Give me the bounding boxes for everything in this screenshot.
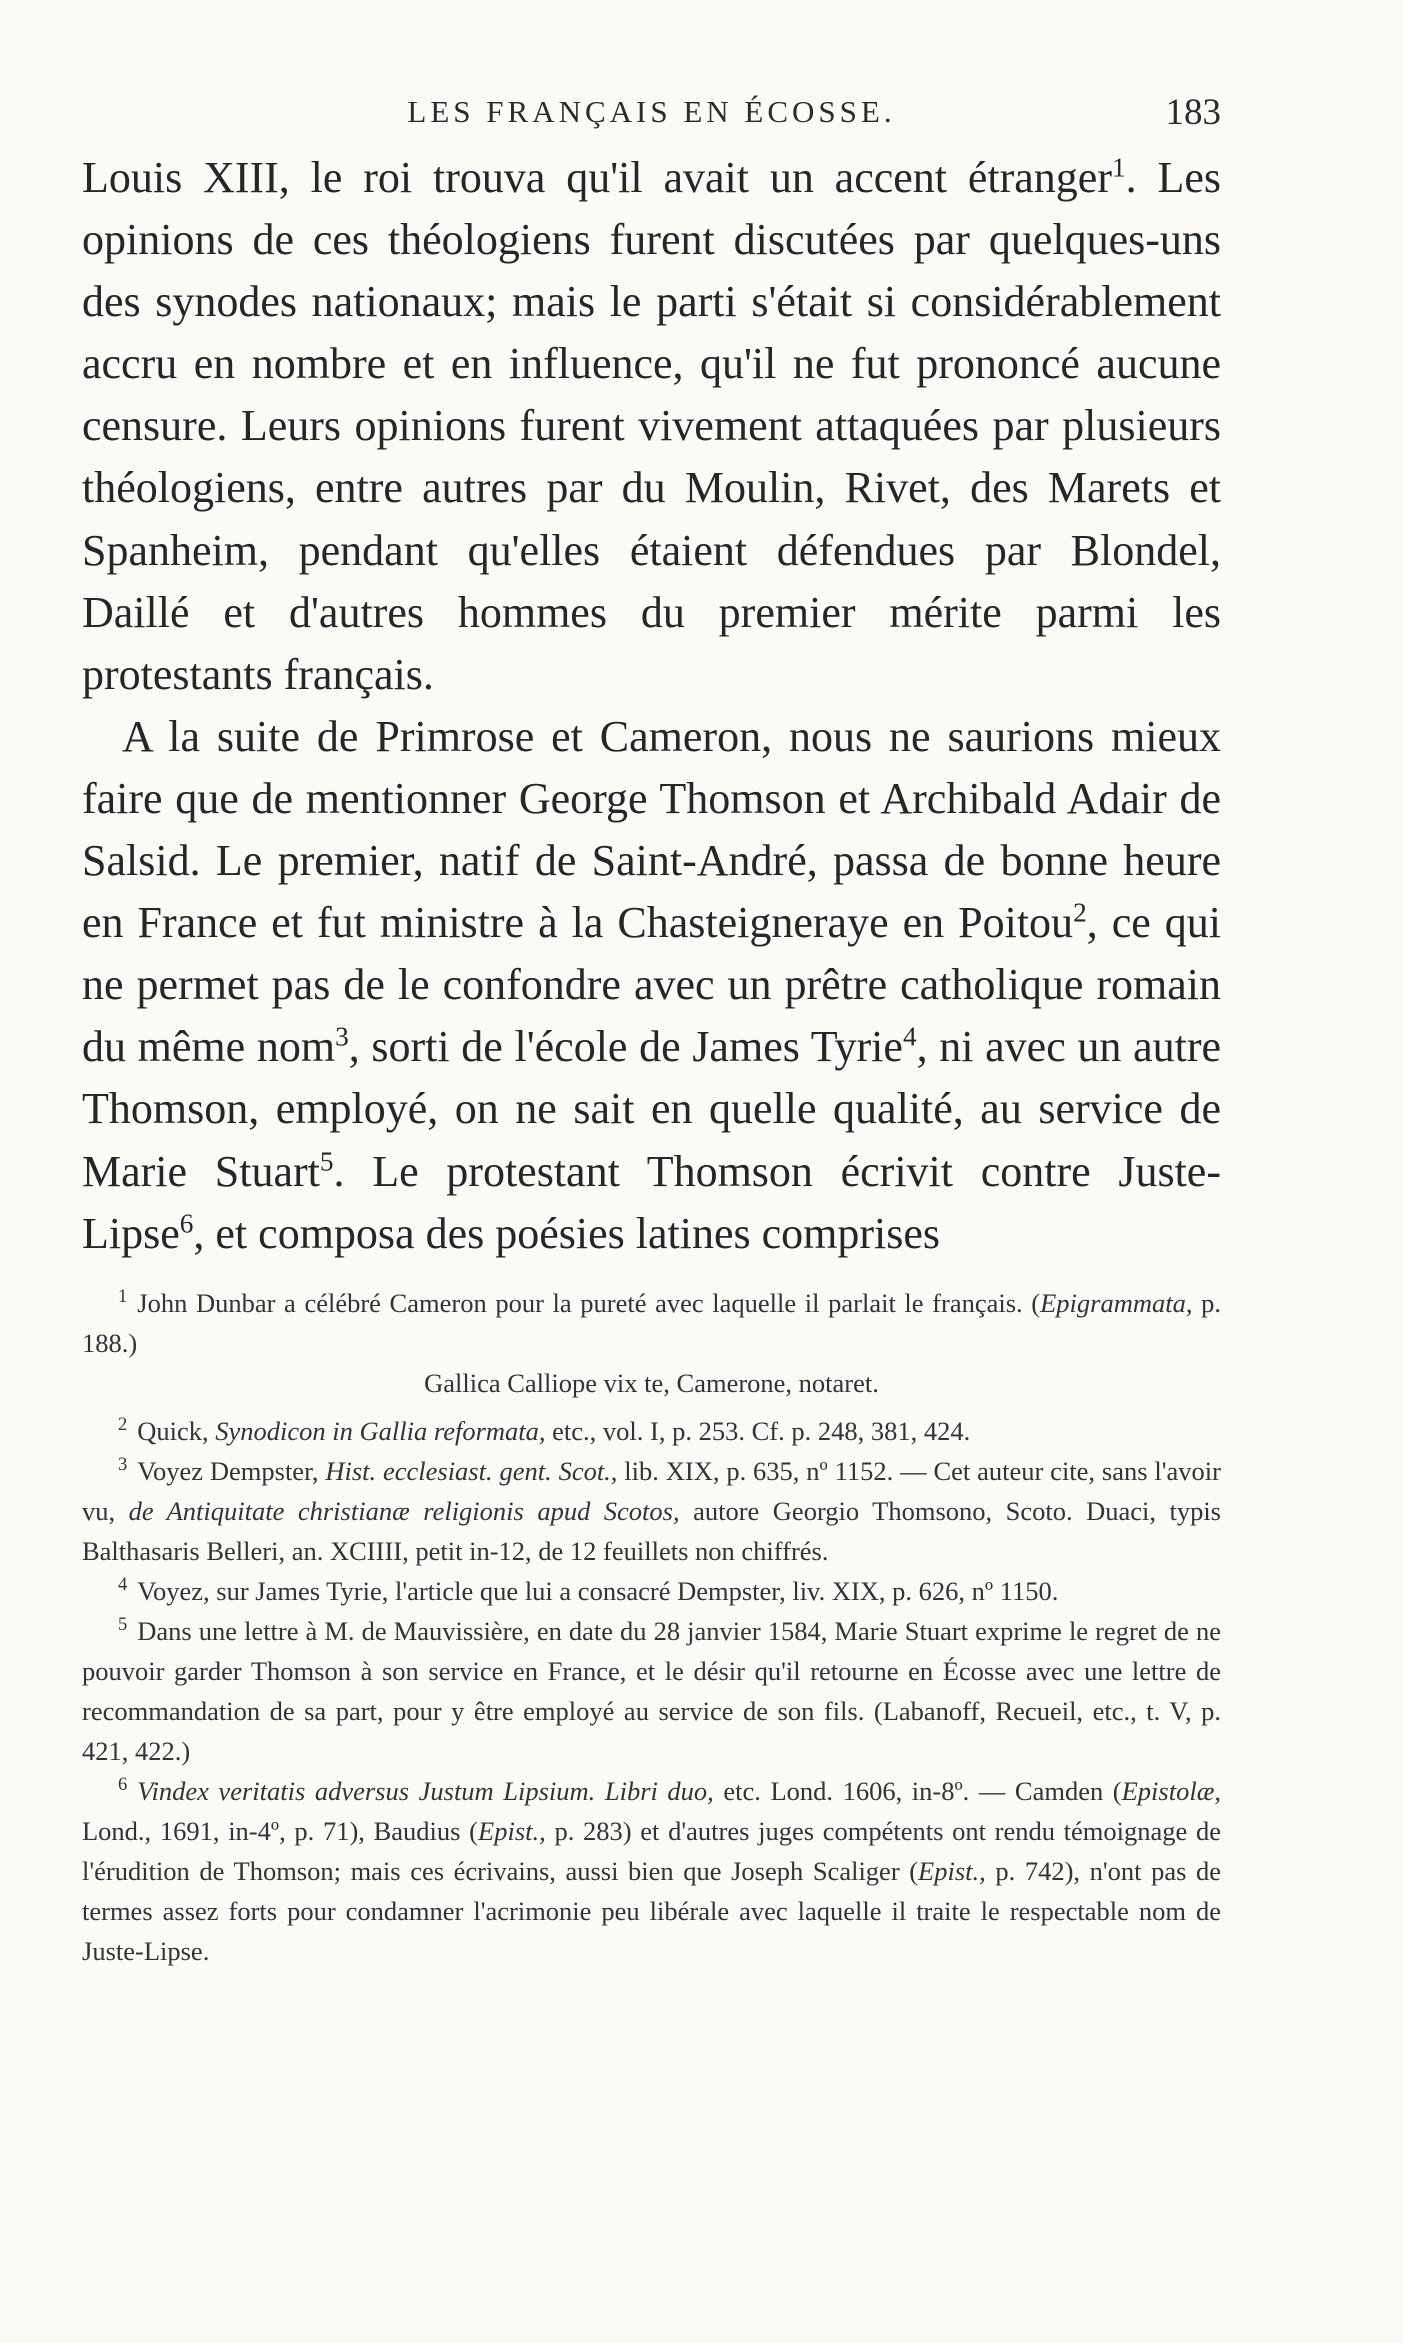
- footnote-2: [82, 1411, 1221, 1451]
- text-run: A la suite de Primrose et Cameron, nous ne saurions mieux faire que de mentionner George Thomson et Archibald Adair de Salsid. Le premier, natif de Saint-André, passa de bonne heure en France et fut ministre à la Chasteigneraye en Poitou: [82, 711, 1221, 948]
- text-run: Quick,: [137, 1416, 216, 1446]
- footnote-ref-6[interactable]: 6: [179, 1207, 194, 1238]
- main-text: [82, 147, 1221, 1265]
- footnote-ref-5[interactable]: 5: [319, 1145, 334, 1176]
- text-run: Voyez, sur James Tyrie, l'article que lui a consacré Dempster, liv. XIX, p. 626, nº 1150.: [137, 1576, 1059, 1606]
- italic-title: Hist. ecclesiast. gent. Scot.,: [325, 1456, 618, 1486]
- footnote-ref-2[interactable]: 2: [1073, 897, 1087, 928]
- paragraph-1: [82, 147, 1221, 706]
- text-run: Dans une lettre à M. de Mauvissière, en date du 28 janvier 1584, Marie Stuart exprime le regret de ne pouvoir garder Thomson à son service en France, et le désir qu'il retourne en Écosse avec une lettre de recommandation de sa part, pour y être employé au service de son fils. (Labanoff, Recueil, etc., t. V, p. 421, 422.): [82, 1616, 1221, 1766]
- footnote-ref-3[interactable]: 3: [335, 1021, 349, 1052]
- text-run: p. 742), n'ont pas de termes assez forts pour condamner l'acrimonie peu libérale avec laquelle il traite le respectable nom de Juste-Lipse.: [82, 1856, 1221, 1966]
- footnote-ref-1[interactable]: 1: [1111, 152, 1126, 183]
- running-title: LES FRANÇAIS EN ÉCOSSE.: [407, 94, 896, 129]
- text-run: , sorti de l'école de James Tyrie: [348, 1022, 903, 1072]
- text-run: Lond., 1691, in-4º, p. 71), Baudius (: [82, 1816, 479, 1846]
- italic-title: Epistolæ,: [1121, 1776, 1221, 1806]
- text-run: p. 188.): [82, 1288, 1222, 1358]
- text-run: Voyez Dempster,: [137, 1456, 326, 1486]
- text-run: lib. XIX, p. 635, nº 1152. — Cet auteur cite, sans l'avoir vu,: [82, 1456, 1221, 1526]
- footnote-3: [82, 1451, 1221, 1571]
- text-run: p. 283) et d'autres juges compétents ont rendu témoignage de l'érudition de Thomson; mais ces écrivains, aussi bien que Joseph Scaliger (: [82, 1816, 1221, 1886]
- text-run: , et composa des poésies latines comprises: [193, 1208, 941, 1258]
- paragraph-2: [82, 706, 1221, 1265]
- italic-title: Vindex veritatis adversus Justum Lipsium. Libri duo,: [137, 1776, 714, 1806]
- page-header: [82, 94, 1221, 138]
- footnote-number: 6: [118, 1774, 128, 1796]
- text-run: autore Georgio Thomsono, Scoto. Duaci, typis Balthasaris Belleri, an. XCIIII, petit in-12, de 12 feuillets non chiffrés.: [82, 1496, 1221, 1566]
- text-run: , ni avec un autre Thomson, employé, on ne sait en quelle qualité, au service de Marie Stuart: [82, 1022, 1222, 1196]
- text-run: etc., vol. I, p. 253. Cf. p. 248, 381, 424.: [545, 1416, 971, 1446]
- italic-title: Epist.,: [478, 1816, 546, 1846]
- text-run: Louis XIII, le roi trouva qu'il avait un accent étranger: [82, 153, 1112, 202]
- text-run: John Dunbar a célébré Cameron pour la pureté avec laquelle il parlait le français. (: [137, 1288, 1041, 1318]
- footnotes: [82, 1283, 1221, 1971]
- text-run: etc. Lond. 1606, in-8º. — Camden (: [713, 1776, 1122, 1806]
- footnote-6: [82, 1771, 1221, 1971]
- footnote-number: 2: [118, 1414, 128, 1436]
- footnote-number: 3: [118, 1454, 128, 1476]
- footnote-number: 5: [118, 1614, 128, 1636]
- footnote-1-verse: Gallica Calliope vix te, Camerone, notaret.: [424, 1368, 879, 1398]
- text-run: , ce qui ne permet pas de le confondre avec un prêtre catholique romain du même nom: [82, 898, 1221, 1072]
- italic-title: Epist.,: [918, 1856, 986, 1886]
- italic-title: de Antiquitate christianæ religionis apud Scotos,: [128, 1496, 680, 1526]
- italic-title: Epigrammata,: [1040, 1288, 1193, 1318]
- italic-title: Synodicon in Gallia reformata,: [215, 1416, 546, 1446]
- footnote-number: 4: [118, 1574, 128, 1596]
- text-run: . Le protestant Thomson écrivit contre Juste-Lipse: [82, 1146, 1221, 1258]
- text-run: . Les opinions de ces théologiens furent discutées par quelques-uns des synodes nationaux; mais le parti s'était si considérablement accru en nombre et en influence, qu'il ne fut prononcé aucune censure. Leurs opinions furent vivement attaquées par plusieurs théologiens, entre autres par du Moulin, Rivet, des Marets et Spanheim, pendant qu'elles étaient défendues par Blondel, Daillé et d'autres hommes du premier mérite parmi les protestants français.: [82, 153, 1222, 699]
- footnote-5: [82, 1611, 1221, 1771]
- footnote-number: 1: [118, 1286, 128, 1308]
- page-number: 183: [1165, 92, 1221, 133]
- footnote-ref-4[interactable]: 4: [902, 1021, 917, 1052]
- footnote-1: [82, 1283, 1221, 1363]
- footnote-4: [82, 1571, 1221, 1611]
